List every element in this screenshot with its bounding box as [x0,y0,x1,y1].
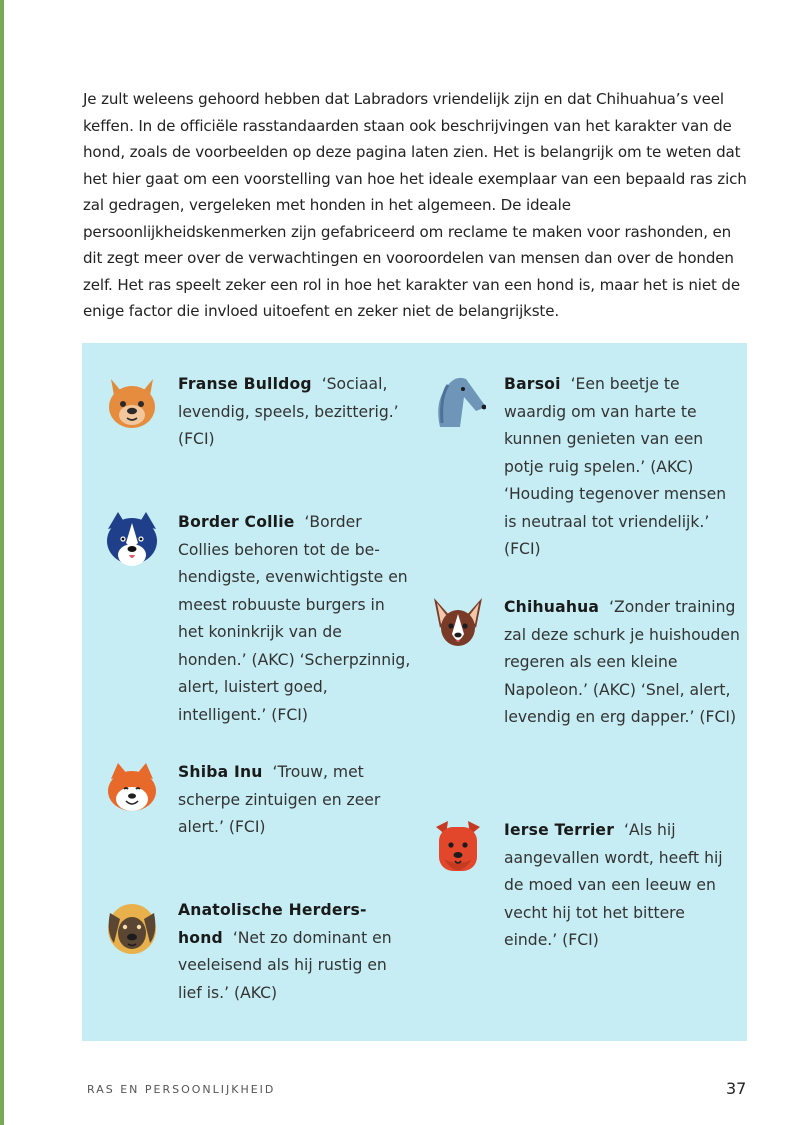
anatolian-shepherd-icon [104,897,160,957]
breed-description: ‘Sociaal, levendig, speels, bezitterig.’ (FCI) [178,375,399,448]
shiba-inu-icon [104,759,160,819]
irish-terrier-icon [430,817,486,877]
breed-name: Anatolische Herdershond [178,901,367,947]
breed-description: ‘Border Collies behoren tot de behendigste, evenwichtigste en meest robuuste burgers in het koninkrijk van de honden.’ (AKC) ‘Scherpzinnig, alert, luistert goed, intelligent.’ (FCI) [178,513,411,724]
french-bulldog-icon [104,371,160,431]
page-edge-bar [0,0,4,1125]
border-collie-icon [104,509,160,569]
breed-description: ‘Zonder training zal deze schurk je huishouden regeren als een kleine Napoleon.’ (AKC) ‘Snel, alert, levendig en erg dapper.’ (FCI) [504,598,740,726]
breed-description: ‘Een beetje te waardig om van harte te kunnen genieten van een potje ruig spelen.’ (AKC) ‘Houding tegenover mensen is neutraal tot vriendelijk.’ (FCI) [504,375,727,558]
breed-name: Ierse Terrier [504,821,615,839]
breed-name: Chihuahua [504,598,600,616]
breed-description: ‘Net zo dominant en veeleisend als hij rustig en lief is.’ (AKC) [178,928,392,1002]
page-number: 37 [726,1079,747,1098]
running-footer: RAS EN PERSOONLIJKHEID [87,1083,276,1096]
breed-name: Shiba Inu [178,763,263,781]
chihuahua-icon [430,594,486,654]
borzoi-icon [430,371,486,431]
breed-name: Barsoi [504,375,561,393]
breed-description: ‘Als hij aangevallen wordt, heeft hij de moed van een leeuw en vecht hij tot het bittere einde.’ (FCI) [504,821,723,949]
breed-name: Franse Bulldog [178,375,312,393]
breed-name: Border Collie [178,513,295,531]
breed-panel [82,343,747,1041]
breed-description: ‘Trouw, met scherpe zintuigen en zeer alert.’ (FCI) [178,763,381,836]
intro-paragraph: Je zult weleens gehoord hebben dat Labradors vriendelijk zijn en dat Chihuahua’s veel keffen. In de officiële rasstandaarden staan ook beschrijvingen van het karakter van de hond, zoals de voorbeelden op deze pagina laten zien. Het is belangrijk om te weten dat het hier gaat om een voorstelling van hoe het ideale exemplaar van een bepaald ras zich zal gedragen, vergeleken met honden in het algemeen. De ideale persoonlijkheidskenmerken zijn gefabriceerd om reclame te maken voor rashonden, en dit zegt meer over de verwachtingen en vooroordelen van mensen dan over de honden zelf. Het ras speelt zeker een rol in hoe het karakter van een hond is, maar het is niet de enige factor die invloed uitoefent en zeker niet de belangrijkste. [83,90,747,320]
